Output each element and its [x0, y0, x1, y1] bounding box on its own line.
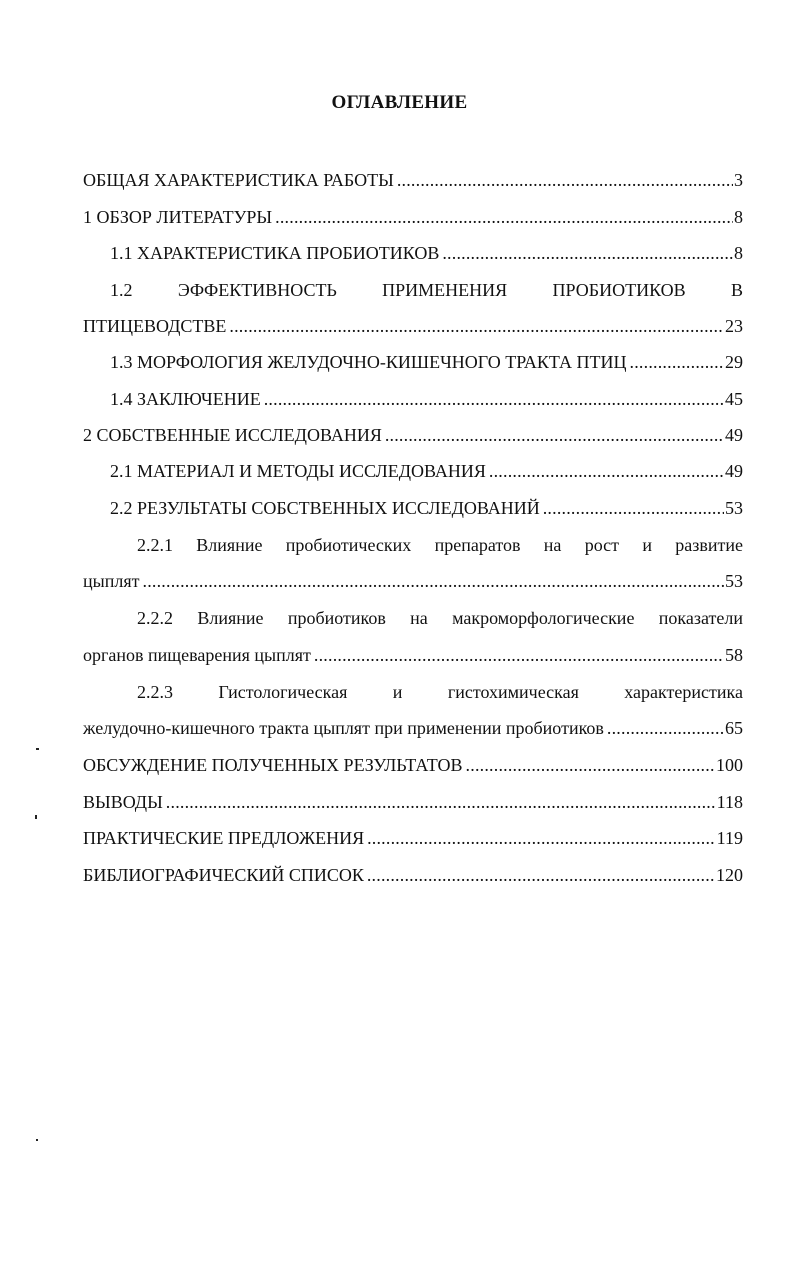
toc-entry-title: органов пищеварения цыплят [83, 645, 311, 665]
toc-entry[interactable] [83, 167, 743, 193]
toc-word: Влияние [197, 608, 264, 628]
toc-leader [264, 386, 724, 412]
toc-word: характеристика [624, 682, 743, 702]
toc-entry[interactable] [110, 495, 743, 521]
scan-speck [36, 748, 39, 750]
toc-entry-first-line[interactable] [137, 605, 743, 631]
toc-page-number: 53 [725, 498, 743, 518]
toc-entry-title: 1.4 ЗАКЛЮЧЕНИЕ [110, 389, 261, 409]
toc-entry[interactable] [83, 313, 743, 339]
toc-word: В [730, 280, 743, 300]
toc-entry[interactable] [83, 862, 743, 888]
toc-entry[interactable] [83, 752, 743, 778]
toc-page-number: 58 [725, 645, 743, 665]
toc-word: 2.2.3 [137, 682, 173, 702]
toc-entry[interactable] [83, 642, 743, 668]
toc-word: и [642, 535, 652, 555]
toc-page-number: 49 [725, 461, 743, 481]
toc-page-number: 119 [716, 828, 743, 848]
toc-word: и [392, 682, 403, 702]
toc-leader [397, 167, 733, 193]
toc-word: макроморфологические [452, 608, 635, 628]
toc-entry[interactable] [83, 715, 743, 741]
toc-word: рост [584, 535, 620, 555]
toc-word: показатели [658, 608, 743, 628]
toc-word: ПРИМЕНЕНИЯ [382, 280, 508, 300]
toc-word: препаратов [434, 535, 521, 555]
toc-entry-first-line[interactable] [110, 277, 743, 303]
toc-entry-first-line[interactable] [137, 679, 743, 705]
toc-leader [143, 568, 725, 594]
toc-page-number: 23 [725, 316, 743, 336]
toc-entry[interactable] [110, 386, 743, 412]
toc-word: ЭФФЕКТИВНОСТЬ [177, 280, 337, 300]
toc-leader [543, 495, 724, 521]
toc-entry-title: 1.3 МОРФОЛОГИЯ ЖЕЛУДОЧНО-КИШЕЧНОГО ТРАКТА ПТИЦ [110, 352, 627, 372]
toc-entry[interactable] [83, 568, 743, 594]
toc-leader [630, 349, 724, 375]
toc-entry-title: ПРАКТИЧЕСКИЕ ПРЕДЛОЖЕНИЯ [83, 828, 365, 848]
toc-page-number: 53 [725, 571, 743, 591]
toc-leader [489, 458, 724, 484]
toc-page-number: 118 [716, 792, 743, 812]
toc-entry-title: БИБЛИОГРАФИЧЕСКИЙ СПИСОК [83, 865, 364, 885]
toc-entry-title: 1.1 ХАРАКТЕРИСТИКА ПРОБИОТИКОВ [110, 243, 440, 263]
toc-leader [367, 825, 716, 851]
toc-page-number: 8 [734, 243, 743, 263]
toc-page-number: 100 [716, 755, 743, 775]
toc-word: развитие [675, 535, 743, 555]
toc-entry-title: 2.2 РЕЗУЛЬТАТЫ СОБСТВЕННЫХ ИССЛЕДОВАНИЙ [110, 498, 540, 518]
toc-entry-title: 1 ОБЗОР ЛИТЕРАТУРЫ [83, 207, 273, 227]
toc-entry-title: 2 СОБСТВЕННЫЕ ИССЛЕДОВАНИЯ [83, 425, 382, 445]
toc-entry[interactable] [83, 422, 743, 448]
toc-word: 1.2 [110, 280, 133, 300]
toc-entry-first-line[interactable] [137, 532, 743, 558]
toc-entry-title: цыплят [83, 571, 140, 591]
toc-leader [275, 204, 733, 230]
scan-speck [36, 1139, 38, 1141]
toc-page-number: 3 [734, 170, 743, 190]
toc-leader [367, 862, 715, 888]
toc-entry-title: ОБЩАЯ ХАРАКТЕРИСТИКА РАБОТЫ [83, 170, 394, 190]
toc-page-number: 65 [725, 718, 743, 738]
toc-word: 2.2.2 [137, 608, 173, 628]
toc-entry[interactable] [83, 204, 743, 230]
toc-word: 2.2.1 [137, 535, 173, 555]
toc-entry[interactable] [110, 458, 743, 484]
toc-leader [385, 422, 724, 448]
toc-entry[interactable] [83, 825, 743, 851]
toc-entry-title: ПТИЦЕВОДСТВЕ [83, 316, 227, 336]
toc-word: гистохимическая [447, 682, 579, 702]
toc-entry[interactable] [110, 240, 743, 266]
toc-leader [314, 642, 724, 668]
toc-leader [166, 789, 716, 815]
scan-speck [35, 815, 37, 819]
toc-page-number: 29 [725, 352, 743, 372]
toc-entry-title: 2.1 МАТЕРИАЛ И МЕТОДЫ ИССЛЕДОВАНИЯ [110, 461, 486, 481]
toc-entry[interactable] [110, 349, 743, 375]
toc-page-number: 8 [734, 207, 743, 227]
toc-leader [607, 715, 724, 741]
toc-word: на [543, 535, 562, 555]
toc-word: Влияние [196, 535, 263, 555]
toc-leader [466, 752, 715, 778]
toc-word: на [410, 608, 428, 628]
toc-word: пробиотических [285, 535, 412, 555]
toc-word: пробиотиков [287, 608, 386, 628]
toc-entry-title: ОБСУЖДЕНИЕ ПОЛУЧЕННЫХ РЕЗУЛЬТАТОВ [83, 755, 463, 775]
toc-word: ПРОБИОТИКОВ [552, 280, 686, 300]
toc-leader [229, 313, 724, 339]
toc-entry-title: ВЫВОДЫ [83, 792, 163, 812]
page-title: ОГЛАВЛЕНИЕ [331, 92, 468, 113]
toc-word: Гистологическая [218, 682, 348, 702]
toc-entry-title: желудочно-кишечного тракта цыплят при применении пробиотиков [83, 718, 604, 738]
toc-page-number: 120 [716, 865, 743, 885]
toc-page-number: 45 [725, 389, 743, 409]
toc-page-number: 49 [725, 425, 743, 445]
toc-entry[interactable] [83, 789, 743, 815]
toc-leader [442, 240, 733, 266]
